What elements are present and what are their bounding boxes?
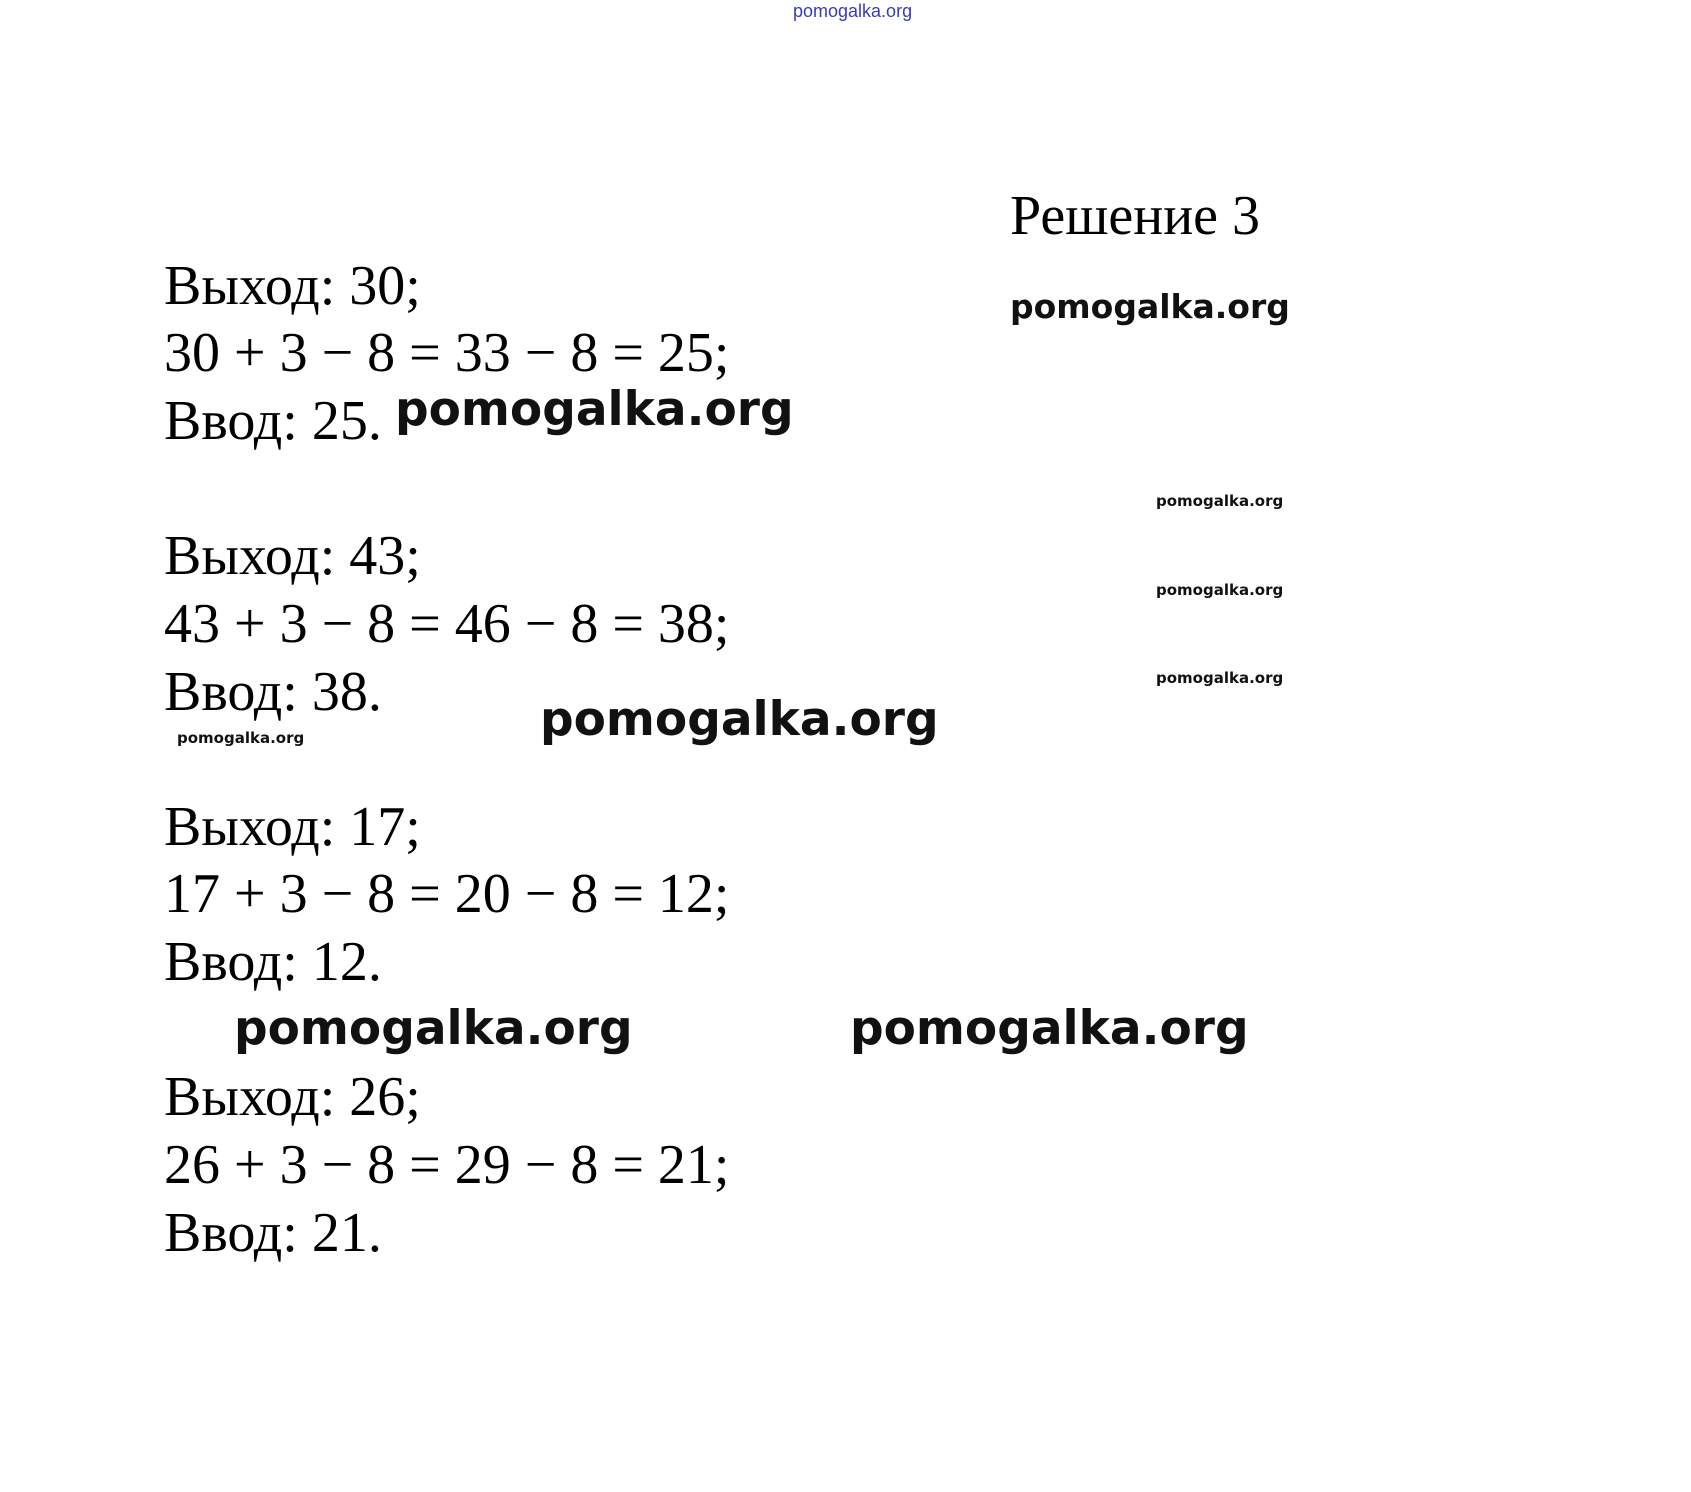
input-line: Ввод: 38.: [164, 661, 382, 723]
page-title: Решение 3: [1010, 185, 1261, 247]
watermark-block2: pomogalka.org: [540, 692, 939, 747]
top-watermark: pomogalka.org: [793, 1, 913, 21]
watermark-left-small: pomogalka.org: [177, 729, 305, 747]
calculation-line: 30 + 3 − 8 = 33 − 8 = 25;: [164, 322, 730, 384]
calculation-line: 43 + 3 − 8 = 46 − 8 = 38;: [164, 593, 730, 655]
input-line: Ввод: 25.: [164, 390, 382, 452]
output-line: Выход: 26;: [164, 1066, 421, 1128]
input-line: Ввод: 21.: [164, 1202, 382, 1264]
output-line: Выход: 30;: [164, 255, 421, 317]
watermark-block1: pomogalka.org: [395, 382, 794, 437]
calculation-line: 26 + 3 − 8 = 29 − 8 = 21;: [164, 1134, 730, 1196]
watermark-bottom-right: pomogalka.org: [850, 1001, 1249, 1056]
watermark-right-small-3: pomogalka.org: [1156, 669, 1284, 687]
watermark-under-title: pomogalka.org: [1010, 287, 1290, 326]
input-line: Ввод: 12.: [164, 931, 382, 993]
watermark-right-small-1: pomogalka.org: [1156, 492, 1284, 510]
output-line: Выход: 17;: [164, 796, 421, 858]
output-line: Выход: 43;: [164, 525, 421, 587]
calculation-line: 17 + 3 − 8 = 20 − 8 = 12;: [164, 863, 730, 925]
watermark-right-small-2: pomogalka.org: [1156, 581, 1284, 599]
watermark-bottom-left: pomogalka.org: [234, 1001, 633, 1056]
